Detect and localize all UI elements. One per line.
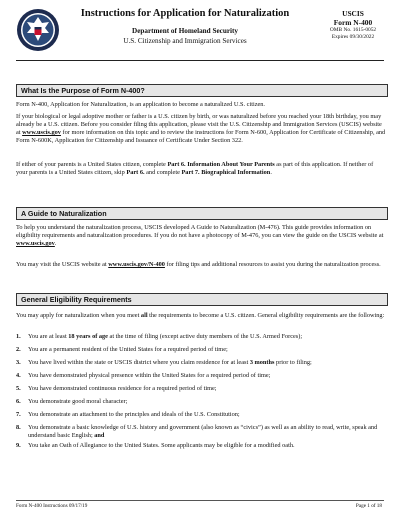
- purpose-paragraph-2: If your biological or legal adoptive mother or father is a U.S. citizen by birth, or was naturalized before you reached your 18th birthday, you may already be a U.S. citizen. Before you consider filing this application, please visit the U.S. Citizenship and Immigration Services (USCIS) website at www.uscis.gov for more information on this topic and to review the instructions for Form N-600, Application for Certificate of Citizenship, and Form N-600K, Application for Citizenship and Issuance of Certificate Under Section 322.: [16, 113, 386, 145]
- eligibility-item-text: You demonstrate good moral character;: [28, 398, 128, 405]
- footer-divider: [16, 500, 384, 501]
- footer-page-number: Page 1 of 18: [355, 503, 382, 509]
- dhs-seal-icon: [16, 8, 60, 52]
- eligibility-item-number: 1.: [16, 333, 21, 340]
- document-title: Instructions for Application for Naturalization: [80, 8, 290, 19]
- section-heading-guide: A Guide to Naturalization: [16, 207, 388, 220]
- n400-website-link[interactable]: www.uscis.gov/N-400: [108, 261, 165, 268]
- purpose-paragraph-1: Form N-400, Application for Naturalization, is an application to become a naturalized U.S. citizen.: [16, 101, 266, 108]
- eligibility-item-text: You have demonstrated continuous residence for a required period of time;: [28, 385, 217, 392]
- department-name: Department of Homeland Security: [132, 27, 238, 35]
- eligibility-item-text: You demonstrate a basic knowledge of U.S. history and government (also known as “civics”) as well as an ability to read, write, speak and understand basic English; and: [28, 424, 378, 440]
- uscis-guide-link[interactable]: www.uscis.gov: [16, 240, 55, 248]
- agency-name: U.S. Citizenship and Immigration Services: [123, 37, 247, 45]
- eligibility-item-number: 7.: [16, 411, 21, 418]
- eligibility-item-text: You demonstrate an attachment to the principles and ideals of the U.S. Constitution;: [28, 411, 240, 418]
- header-divider: [16, 60, 384, 61]
- eligibility-item-number: 4.: [16, 372, 21, 379]
- omb-number: OMB No. 1615-0052: [329, 27, 377, 33]
- eligibility-item-number: 6.: [16, 398, 21, 405]
- eligibility-item-text: You are a permanent resident of the United States for a required period of time;: [28, 346, 228, 353]
- uscis-website-link[interactable]: www.uscis.gov: [22, 129, 61, 137]
- eligibility-intro: You may apply for naturalization when you meet all the requirements to become a U.S. citizen. General eligibility requirements are the following:: [16, 312, 385, 319]
- form-id-block: [318, 9, 388, 41]
- eligibility-item-text: You take an Oath of Allegiance to the United States. Some applicants may be eligible for a modified oath.: [28, 442, 295, 449]
- eligibility-item-number: 8.: [16, 424, 21, 431]
- form-header: [0, 0, 400, 70]
- section-heading-purpose: What Is the Purpose of Form N-400?: [16, 84, 388, 97]
- eligibility-item-number: 9.: [16, 442, 21, 449]
- uscis-label: USCIS: [342, 9, 364, 18]
- eligibility-item-number: 2.: [16, 346, 21, 353]
- purpose-paragraph-3: If either of your parents is a United States citizen, complete Part 6. Information About Your Parents as part of this application. If neither of your parents is a United States citizen, skip Part 6. and complete Part 7. Biographical Information.: [16, 161, 374, 177]
- eligibility-item-text: You have demonstrated physical presence within the United States for a required period of time;: [28, 372, 271, 379]
- eligibility-item-text: You are at least 18 years of age at the time of filing (except active duty members of the U.S. Armed Forces);: [28, 333, 303, 340]
- footer-form-version: Form N-400 Instructions 09/17/19: [16, 503, 88, 509]
- eligibility-item-number: 5.: [16, 385, 21, 392]
- eligibility-item-number: 3.: [16, 359, 21, 366]
- expiration-date: Expires 09/30/2022: [331, 34, 375, 40]
- eligibility-item-text: You have lived within the state or USCIS district where you claim residence for at least 3 months prior to filing;: [28, 359, 312, 366]
- guide-paragraph-1: To help you understand the naturalization process, USCIS developed A Guide to Naturalization (M-476). This guide provides information on eligibility requirements and naturalization procedures. If you do not have a photocopy of M-476, you can view the guide on the USCIS website at www.uscis.gov.: [16, 224, 384, 248]
- section-heading-eligibility: General Eligibility Requirements: [16, 293, 388, 306]
- form-number: Form N-400: [333, 18, 373, 27]
- guide-paragraph-2: You may visit the USCIS website at www.uscis.gov/N-400 for filing tips and additional resources to assist you during the naturalization process.: [16, 261, 381, 268]
